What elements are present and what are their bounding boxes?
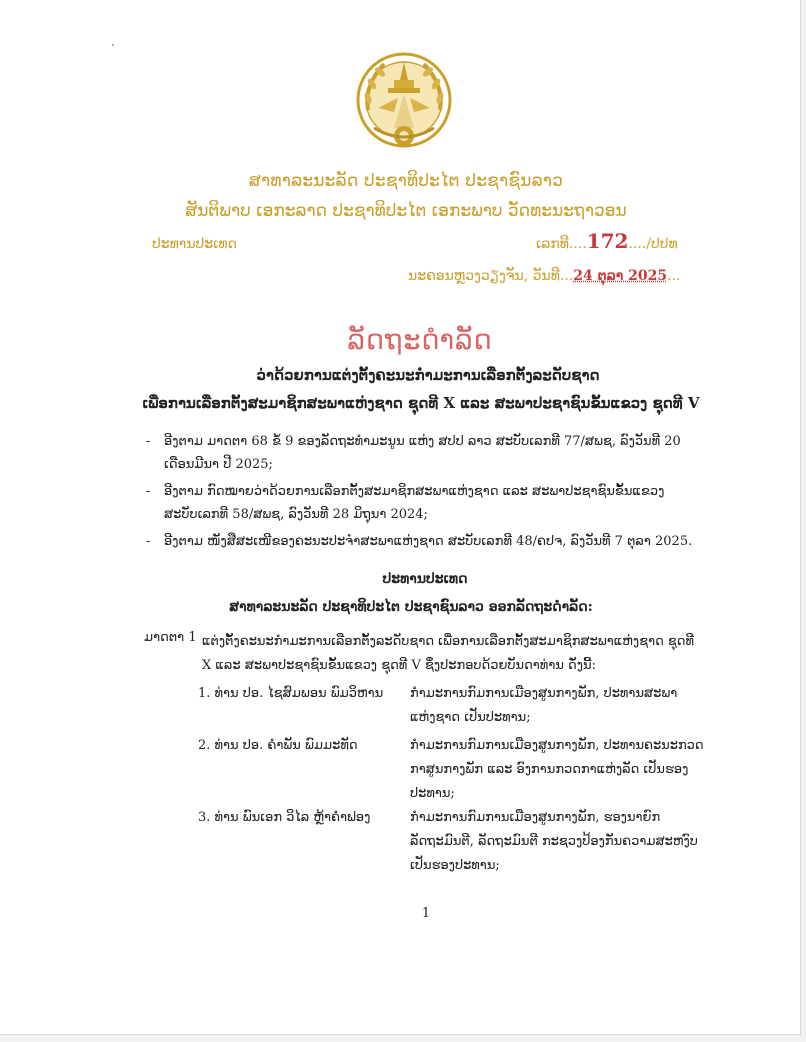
- document-title-line-2: ເພື່ອການເລືອກຕັ້ງສະມາຊິກສະພາແຫ່ງຊາດ ຊຸດທີ X ແລະ ສະພາປະຊາຊົນຂັ້ນແຂວງ ຊຸດທີ V: [142, 394, 700, 412]
- document-date-prefix: ນະຄອນຫຼວງວຽງຈັນ, ວັນທີ...: [408, 268, 574, 284]
- document-number: [536, 229, 678, 253]
- member-name: 1. ທ່ານ ປອ. ໄຊສົມພອນ ພົມວິຫານ: [198, 686, 384, 701]
- member-name: 2. ທ່ານ ປອ. ຄຳພັນ ພົມມະທັດ: [198, 738, 358, 753]
- article-1-label: ມາດຕາ 1: [144, 630, 197, 645]
- reference-bullet: -: [146, 484, 151, 499]
- member-role: ກຳມະການກົມການເມືອງສູນກາງພັກ, ປະທານຄະນະກວດກາສູນກາງພັກ ແລະ ອົງການກວດກາແຫ່ງລັດ ເປັນຮອງປະທານ;: [410, 738, 704, 801]
- reference-text: ອີງຕາມ ມາດຕາ 68 ຂໍ້ 9 ຂອງລັດຖະທຳມະນູນ ແຫ່ງ ສປປ ລາວ ສະບັບເລກທີ 77/ສພຊ, ລົງວັນທີ 20 ເດືອນມີນາ ປີ 2025;: [164, 434, 681, 472]
- document-date-value: 24 ຕຸລາ 2025: [573, 268, 668, 284]
- committee-member: [198, 806, 704, 878]
- issuer-decree-line: ສາທາລະນະລັດ ປະຊາທິປະໄຕ ປະຊາຊົນລາວ ອອກລັດຖະດຳລັດ:: [229, 599, 593, 615]
- member-role: ກຳມະການກົມການເມືອງສູນກາງພັກ, ປະທານສະພາແຫ່ງຊາດ ເປັນປະທານ;: [410, 686, 678, 725]
- scan-speck: [112, 44, 114, 46]
- reference-bullet: -: [146, 434, 151, 449]
- issuer-title: ປະທານປະເທດ: [382, 571, 468, 587]
- document-date-suffix: ...: [667, 268, 681, 284]
- document-number-prefix: ເລກທີ....: [536, 236, 587, 252]
- article-1-text: ແຕ່ງຕັ້ງຄະນະກຳມະການເລືອກຕັ້ງລະດັບຊາດ ເພື່ອການເລືອກຕັ້ງສະມາຊິກສະພາແຫ່ງຊາດ ຊຸດທີ X ແລະ ສະພາປະຊາຊົນຂັ້ນແຂວງ ຊຸດທີ V ຊຶ່ງປະກອບດ້ວຍບັນດາທ່ານ ດັ່ງນີ້:: [202, 634, 695, 673]
- document-date: [408, 268, 680, 284]
- committee-member: [198, 734, 704, 806]
- committee-member: [198, 682, 704, 730]
- reference-item: [146, 430, 702, 476]
- document-type: ລັດຖະດຳລັດ: [347, 325, 493, 356]
- issuing-office: ປະທານປະເທດ: [152, 236, 237, 252]
- reference-item: [146, 480, 702, 526]
- document-number-suffix: ..../ປປທ: [628, 236, 678, 252]
- reference-text: ອີງຕາມ ກົດໝາຍວ່າດ້ວຍການເລືອກຕັ້ງສະມາຊິກສະພາແຫ່ງຊາດ ແລະ ສະພາປະຊາຊົນຂັ້ນແຂວງ ສະບັບເລກທີ 58/ສພຊ, ລົງວັນທີ 28 ມິຖຸນາ 2024;: [164, 484, 665, 522]
- document-number-value: 172: [586, 229, 629, 253]
- reference-item: [146, 530, 702, 553]
- document-title-line-1: ວ່າດ້ວຍການແຕ່ງຕັ້ງຄະນະກຳມະການເລືອກຕັ້ງລະດັບຊາດ: [256, 366, 600, 384]
- member-role: ກຳມະການກົມການເມືອງສູນກາງພັກ, ຮອງນາຍົກລັດຖະມົນຕີ, ລັດຖະມົນຕີ ກະຊວງປ້ອງກັນຄວາມສະຫງົບ ເປັນຮອງປະທານ;: [410, 810, 698, 873]
- national-motto: ສັນຕິພາບ ເອກະລາດ ປະຊາທິປະໄຕ ເອກະພາບ ວັດທະນະຖາວອນ: [185, 201, 627, 221]
- page-number: 1: [421, 906, 431, 921]
- reference-text: ອີງຕາມ ໜັງສືສະເໜີຂອງຄະນະປະຈຳສະພາແຫ່ງຊາດ ສະບັບເລກທີ 48/ຄປຈ, ລົງວັນທີ 7 ຕຸລາ 2025.: [164, 534, 693, 549]
- reference-bullet: -: [146, 534, 151, 549]
- member-name: 3. ທ່ານ ພົນເອກ ວິໄລ ຫຼ້າຄຳຟອງ: [198, 810, 371, 825]
- lao-national-emblem-icon: [354, 50, 454, 150]
- country-name: ສາທາລະນະລັດ ປະຊາທິປະໄຕ ປະຊາຊົນລາວ: [248, 171, 564, 191]
